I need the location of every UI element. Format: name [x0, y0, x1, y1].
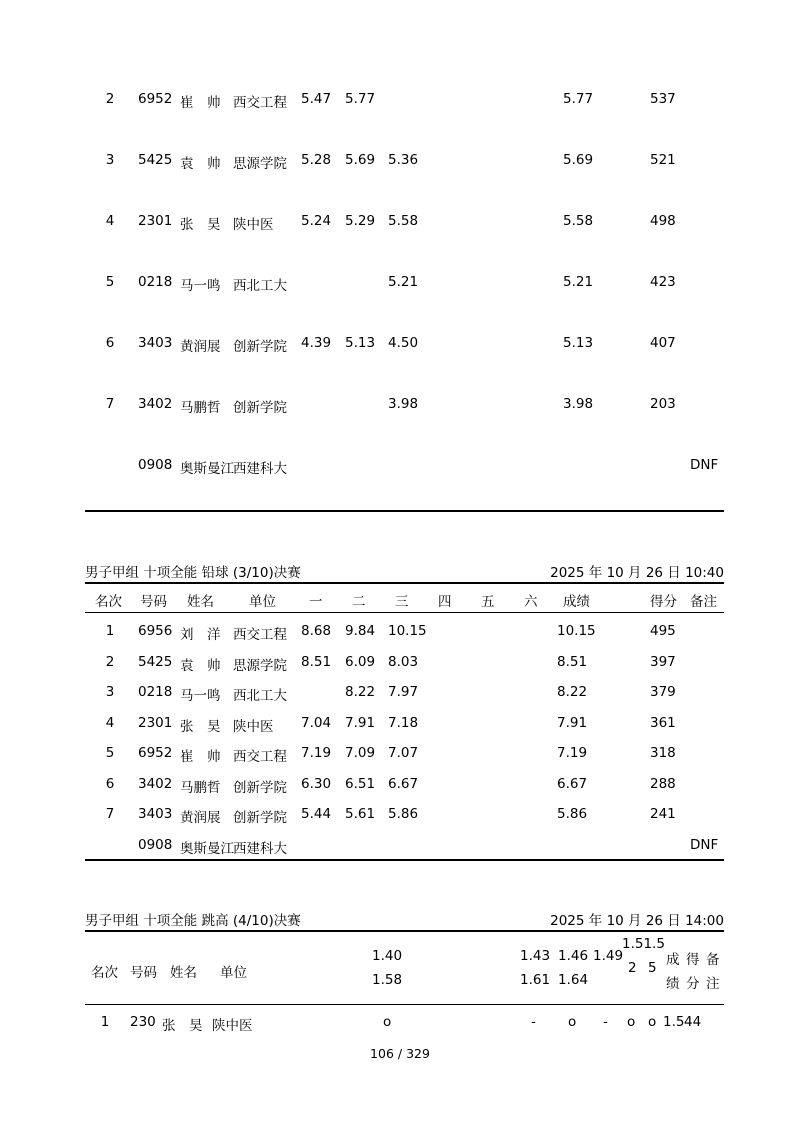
row-name: 奥斯曼江 — [180, 840, 234, 857]
high-jump-header-bottom-rule — [85, 1004, 724, 1005]
row-attempt-3: 7.07 — [388, 745, 419, 761]
row-name: 袁 帅 — [180, 657, 221, 674]
row-name: 黄润展 — [180, 339, 221, 355]
row-unit: 西北工大 — [233, 278, 287, 294]
row-attempt-3: 5.36 — [388, 152, 419, 168]
hj-col-header-rank: 名次 — [91, 965, 118, 981]
row-name: 黄润展 — [180, 810, 221, 826]
hj-col-header-result-top: 成 — [666, 952, 680, 968]
row-name: 张 昊 — [162, 1018, 203, 1034]
col-header-name: 姓名 — [187, 594, 214, 610]
hj-height-2-bottom: 1.61 — [520, 972, 551, 988]
col-header-note: 备注 — [690, 594, 717, 610]
row-trial-5a: o — [627, 1014, 636, 1030]
row-bib: 0218 — [138, 684, 173, 700]
row-rank: 4 — [105, 213, 115, 229]
row-bib: 5425 — [138, 152, 173, 168]
row-unit: 西交工程 — [233, 749, 287, 765]
row-name: 马一鸣 — [180, 688, 221, 704]
row-attempt-3: 10.15 — [388, 623, 427, 639]
long-jump-bottom-rule — [85, 510, 724, 512]
row-attempt-2: 9.84 — [345, 623, 376, 639]
row-attempt-1: 4.39 — [301, 335, 332, 351]
page-number: 106 / 329 — [370, 1046, 430, 1061]
row-result: 5.13 — [563, 335, 594, 351]
row-points: 498 — [650, 213, 676, 229]
row-bib: 0908 — [138, 836, 173, 853]
row-bib: 0218 — [138, 274, 173, 290]
row-bib: 5425 — [138, 653, 173, 670]
row-points: 241 — [650, 806, 676, 822]
hj-height-3-top: 1.46 — [558, 948, 589, 964]
row-rank: 7 — [105, 806, 115, 822]
row-attempt-1: 5.24 — [301, 213, 332, 229]
row-points: 521 — [650, 152, 676, 168]
row-name: 奥斯曼江 — [180, 461, 234, 477]
row-rank: 6 — [105, 775, 115, 792]
row-bib: 3402 — [138, 775, 173, 792]
row-name: 刘 洋 — [180, 627, 221, 643]
row-unit: 思源学院 — [233, 156, 287, 172]
row-name: 崔 帅 — [180, 95, 221, 111]
row-bib: 0908 — [138, 457, 173, 473]
hj-col-header-points-bottom: 分 — [686, 976, 700, 992]
high-jump-header-top-rule — [85, 930, 724, 932]
row-unit: 创新学院 — [233, 779, 287, 796]
col-header-attempt-6: 六 — [524, 594, 538, 610]
row-attempt-1: 8.68 — [301, 623, 332, 639]
row-points: 361 — [650, 714, 676, 731]
row-result: 5.69 — [563, 152, 594, 168]
row-attempt-3: 3.98 — [388, 396, 419, 412]
row-points: 423 — [650, 274, 676, 290]
row-bib: 2301 — [138, 714, 173, 731]
row-unit: 西建科大 — [233, 461, 287, 477]
hj-col-header-result-bottom: 绩 — [666, 976, 680, 992]
row-name: 崔 帅 — [180, 749, 221, 765]
row-rank: 5 — [105, 745, 115, 761]
row-unit: 陕中医 — [233, 217, 274, 233]
row-bib: 230 — [130, 1014, 156, 1030]
high-jump-title: 男子甲组 十项全能 跳高 (4/10)决赛 — [85, 913, 301, 929]
row-result: 5.21 — [563, 274, 594, 290]
row-name: 张 昊 — [180, 217, 221, 233]
row-attempt-1: 5.47 — [301, 91, 332, 107]
row-trial-5b: o — [648, 1014, 657, 1030]
high-jump-datetime: 2025 年 10 月 26 日 14:00 — [550, 913, 724, 929]
row-points: 397 — [650, 653, 676, 670]
shot-put-header-bottom-rule — [85, 612, 724, 613]
col-header-attempt-2: 二 — [352, 594, 366, 610]
row-trial-1: o — [383, 1014, 392, 1030]
shot-put-datetime: 2025 年 10 月 26 日 10:40 — [550, 565, 724, 581]
row-unit: 陕中医 — [212, 1018, 253, 1034]
hj-col-header-note-top: 备 — [706, 952, 720, 968]
row-unit: 西交工程 — [233, 95, 287, 111]
row-points: 537 — [650, 91, 676, 107]
row-unit: 西交工程 — [233, 627, 287, 643]
row-result: 5.58 — [563, 213, 594, 229]
row-points: 203 — [650, 396, 676, 412]
row-attempt-2: 5.13 — [345, 335, 376, 351]
row-attempt-2: 7.09 — [345, 745, 376, 761]
row-attempt-3: 7.97 — [388, 684, 419, 700]
row-attempt-3: 8.03 — [388, 653, 419, 670]
row-unit: 西建科大 — [233, 840, 287, 857]
row-attempt-1: 5.44 — [301, 806, 332, 822]
row-bib: 3403 — [138, 806, 173, 822]
row-name: 张 昊 — [180, 718, 221, 735]
col-header-bib: 号码 — [140, 594, 167, 610]
row-points: 318 — [650, 745, 676, 761]
shot-put-title: 男子甲组 十项全能 铅球 (3/10)决赛 — [85, 565, 301, 581]
row-note: DNF — [690, 457, 719, 473]
row-rank: 3 — [105, 152, 115, 168]
row-attempt-2: 6.09 — [345, 653, 376, 670]
row-result: 3.98 — [563, 396, 594, 412]
row-unit: 西北工大 — [233, 688, 287, 704]
row-attempt-2: 7.91 — [345, 714, 376, 731]
row-unit: 创新学院 — [233, 810, 287, 826]
hj-height-3-bottom: 1.64 — [558, 972, 589, 988]
row-attempt-3: 7.18 — [388, 714, 419, 731]
row-name: 马一鸣 — [180, 278, 221, 294]
row-attempt-2: 6.51 — [345, 775, 376, 792]
hj-col-header-note-bottom: 注 — [706, 976, 720, 992]
row-attempt-1: 5.28 — [301, 152, 332, 168]
row-attempt-3: 5.21 — [388, 274, 419, 290]
row-attempt-3: 5.86 — [388, 806, 419, 822]
hj-height-5-bottom-b: 5 — [648, 960, 657, 976]
row-attempt-3: 6.67 — [388, 775, 419, 792]
row-unit: 思源学院 — [233, 657, 287, 674]
row-bib: 2301 — [138, 213, 173, 229]
row-points: 288 — [650, 775, 676, 792]
hj-col-header-bib: 号码 — [130, 965, 157, 981]
row-trial-4: - — [603, 1014, 608, 1030]
col-header-result: 成绩 — [563, 594, 590, 610]
col-header-attempt-1: 一 — [309, 594, 323, 610]
row-bib: 6952 — [138, 745, 173, 761]
row-rank: 6 — [105, 335, 115, 351]
row-attempt-2: 5.77 — [345, 91, 376, 107]
row-attempt-3: 4.50 — [388, 335, 419, 351]
row-result: 8.22 — [557, 684, 588, 700]
row-result: 5.77 — [563, 91, 594, 107]
row-result: 10.15 — [557, 623, 596, 639]
row-trial-2: - — [531, 1014, 536, 1030]
row-rank: 4 — [105, 714, 115, 731]
shot-put-bottom-rule — [85, 859, 724, 861]
row-rank: 5 — [105, 274, 115, 290]
row-bib: 3402 — [138, 396, 173, 412]
row-name: 袁 帅 — [180, 156, 221, 172]
row-attempt-2: 5.69 — [345, 152, 376, 168]
row-result: 8.51 — [557, 653, 588, 670]
row-rank: 3 — [105, 684, 115, 700]
row-points: 379 — [650, 684, 676, 700]
row-attempt-1: 7.04 — [301, 714, 332, 731]
col-header-attempt-4: 四 — [438, 594, 452, 610]
row-unit: 创新学院 — [233, 400, 287, 416]
col-header-unit: 单位 — [249, 594, 276, 610]
hj-height-1-bottom: 1.58 — [372, 972, 403, 988]
row-attempt-2: 5.61 — [345, 806, 376, 822]
row-bib: 6952 — [138, 91, 173, 107]
col-header-attempt-3: 三 — [395, 594, 409, 610]
row-attempt-2: 5.29 — [345, 213, 376, 229]
row-unit: 创新学院 — [233, 339, 287, 355]
row-points: 44 — [684, 1014, 702, 1030]
row-name: 马鹏哲 — [180, 779, 221, 796]
row-attempt-1: 8.51 — [301, 653, 332, 670]
row-result: 1.5 — [663, 1014, 685, 1030]
row-note: DNF — [690, 836, 719, 853]
col-header-points: 得分 — [650, 594, 677, 610]
row-rank: 1 — [105, 623, 115, 639]
row-rank: 7 — [105, 396, 115, 412]
col-header-attempt-5: 五 — [481, 594, 495, 610]
row-bib: 3403 — [138, 335, 173, 351]
hj-height-5-top: 1.51.5 — [622, 936, 665, 952]
row-attempt-2: 8.22 — [345, 684, 376, 700]
row-points: 495 — [650, 623, 676, 639]
row-trial-3: o — [568, 1014, 577, 1030]
hj-col-header-unit: 单位 — [220, 965, 247, 981]
row-result: 5.86 — [557, 806, 588, 822]
hj-height-5-bottom-a: 2 — [628, 960, 637, 976]
row-result: 7.19 — [557, 745, 588, 761]
hj-col-header-name: 姓名 — [170, 965, 197, 981]
col-header-rank: 名次 — [95, 594, 122, 610]
hj-height-2-top: 1.43 — [520, 948, 551, 964]
row-points: 407 — [650, 335, 676, 351]
row-attempt-1: 7.19 — [301, 745, 332, 761]
row-result: 6.67 — [557, 775, 588, 792]
row-attempt-1: 6.30 — [301, 775, 332, 792]
row-attempt-3: 5.58 — [388, 213, 419, 229]
row-result: 7.91 — [557, 714, 588, 731]
row-rank: 1 — [100, 1014, 110, 1030]
row-rank: 2 — [105, 91, 115, 107]
hj-height-4: 1.49 — [593, 948, 624, 964]
row-name: 马鹏哲 — [180, 400, 221, 416]
shot-put-header-top-rule — [85, 582, 724, 584]
row-bib: 6956 — [138, 623, 173, 639]
row-unit: 陕中医 — [233, 718, 274, 735]
hj-height-1-top: 1.40 — [372, 948, 403, 964]
hj-col-header-points-top: 得 — [686, 952, 700, 968]
row-rank: 2 — [105, 653, 115, 670]
